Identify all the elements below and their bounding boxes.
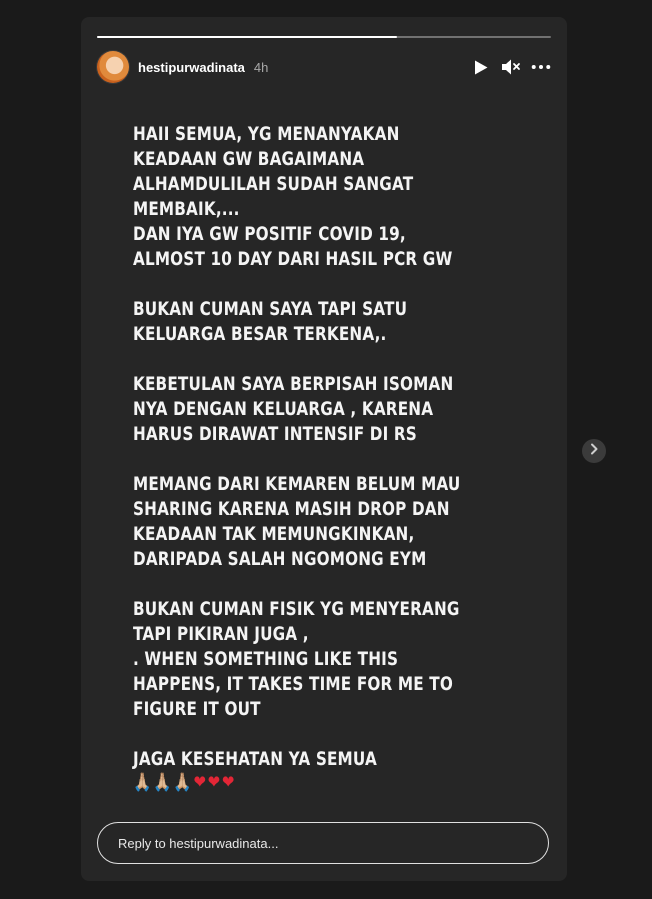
play-icon[interactable]	[471, 57, 491, 77]
avatar[interactable]	[97, 51, 129, 83]
praying-hands-emoji: 🙏🏼	[173, 772, 192, 793]
story-text-line: KEADAAN TAK MEMUNGKINKAN,	[133, 524, 415, 545]
story-text-line: SHARING KARENA MASIH DROP DAN	[133, 499, 450, 520]
story-paragraph	[133, 597, 461, 722]
heart-emoji: ❤	[221, 772, 235, 793]
story-viewer	[81, 17, 567, 881]
story-text-line: KEBETULAN SAYA BERPISAH ISOMAN	[133, 374, 454, 395]
story-text-line: FIGURE IT OUT	[133, 699, 261, 720]
reply-placeholder: Reply to hestipurwadinata...	[118, 835, 279, 851]
story-text-line: MEMANG DARI KEMAREN BELUM MAU	[133, 474, 461, 495]
story-text-line: ALHAMDULILAH SUDAH SANGAT	[133, 174, 414, 195]
heart-emoji: ❤	[207, 772, 221, 793]
story-text-line: HAPPENS, IT TAKES TIME FOR ME TO	[133, 674, 453, 695]
reply-input[interactable]	[97, 822, 549, 864]
story-text-line: MEMBAIK,...	[133, 199, 240, 220]
praying-hands-emoji: 🙏🏼	[153, 772, 172, 793]
chevron-right-icon	[589, 442, 599, 460]
story-progress-fill	[97, 36, 397, 38]
story-text-line: DAN IYA GW POSITIF COVID 19,	[133, 224, 406, 245]
story-paragraph	[133, 472, 461, 572]
story-header	[97, 50, 551, 84]
story-text-line: DARIPADA SALAH NGOMONG EYM	[133, 549, 427, 570]
story-controls	[471, 57, 551, 77]
story-text-line: TAPI PIKIRAN JUGA ,	[133, 624, 309, 645]
story-text-line: BUKAN CUMAN FISIK YG MENYERANG	[133, 599, 460, 620]
story-paragraph	[133, 297, 461, 347]
story-paragraph	[133, 747, 461, 772]
more-options-icon[interactable]	[531, 57, 551, 77]
heart-emoji: ❤	[193, 772, 207, 793]
story-text-line: ALMOST 10 DAY DARI HASIL PCR GW	[133, 249, 453, 270]
story-progress-bar	[97, 36, 551, 38]
username[interactable]: hestipurwadinata	[138, 59, 245, 75]
story-text-line: KEADAAN GW BAGAIMANA	[133, 149, 365, 170]
story-text-line: HAII SEMUA, YG MENANYAKAN	[133, 124, 400, 145]
story-text-line: BUKAN CUMAN SAYA TAPI SATU	[133, 299, 408, 320]
timestamp: 4h	[253, 59, 269, 75]
story-paragraph	[133, 122, 461, 272]
muted-speaker-icon[interactable]	[501, 57, 521, 77]
story-text-content	[133, 122, 461, 794]
story-text-line: HARUS DIRAWAT INTENSIF DI RS	[133, 424, 417, 445]
emoji-row	[133, 772, 461, 794]
story-text-line: KELUARGA BESAR TERKENA,.	[133, 324, 387, 345]
story-text-line: JAGA KESEHATAN YA SEMUA	[133, 749, 377, 770]
story-paragraph	[133, 372, 461, 447]
story-text-line: NYA DENGAN KELUARGA , KARENA	[133, 399, 434, 420]
story-text-line: . WHEN SOMETHING LIKE THIS	[133, 649, 399, 670]
next-story-button[interactable]	[582, 439, 606, 463]
praying-hands-emoji: 🙏🏼	[133, 772, 152, 793]
